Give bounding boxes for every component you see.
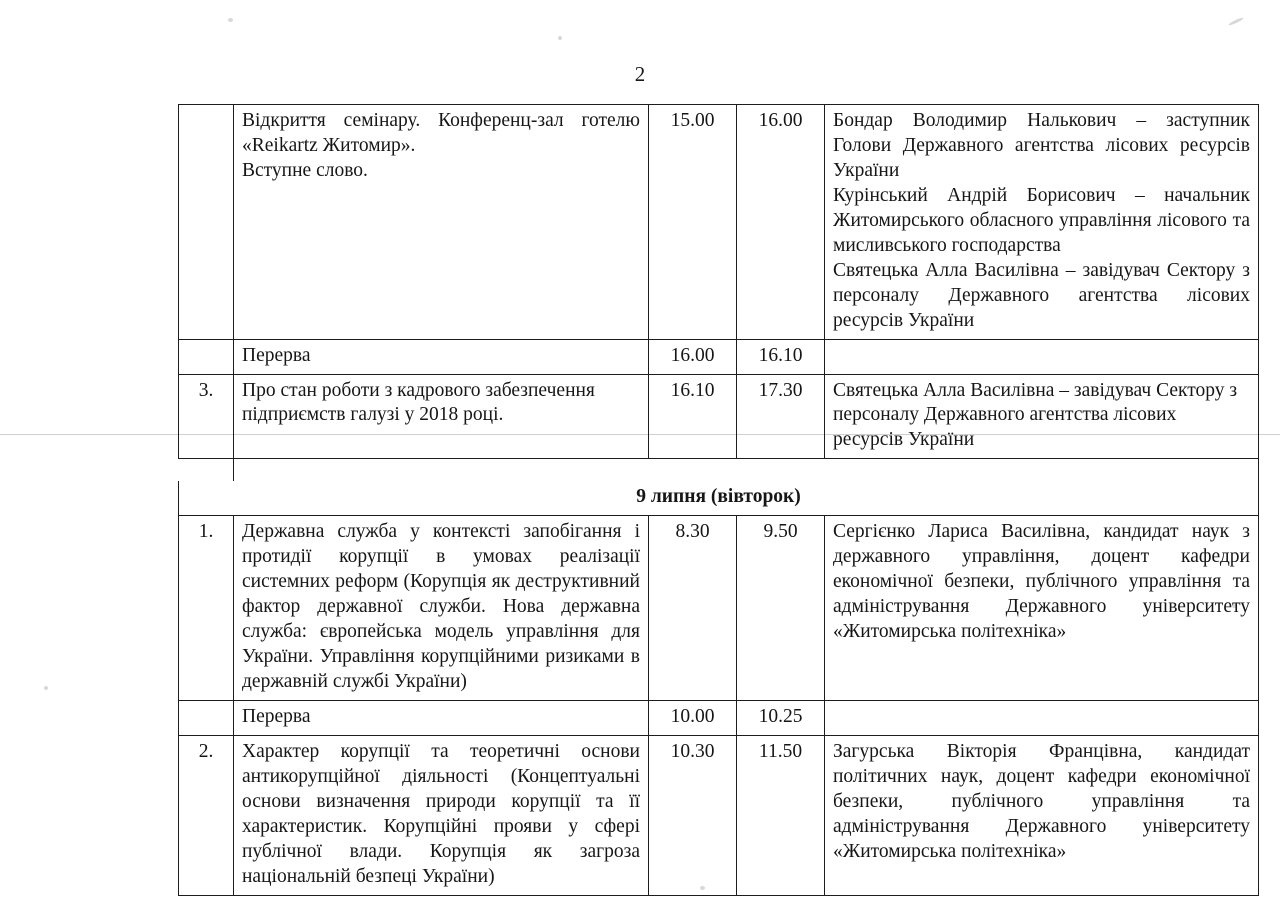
row-person-line: Бондар Володимир Налькович – заступник Голови Державного агентства лісових ресурсів України bbox=[833, 110, 1250, 181]
row-number: 3. bbox=[179, 374, 234, 459]
row-person bbox=[825, 339, 1259, 374]
row-time-from: 16.10 bbox=[649, 374, 737, 459]
table-row bbox=[179, 516, 1259, 701]
row-person bbox=[825, 105, 1259, 340]
row-topic-line: Відкриття семінару. Конференц-зал готелю «Reikartz Житомир». bbox=[242, 110, 640, 156]
table-row bbox=[179, 105, 1259, 340]
row-topic: Характер корупції та теоретичні основи антикорупційної діяльності (Концептуальні основи визначення природи корупції та її характеристик. Корупційні прояви у сфері публічної влади. Корупція як загроза національній безпеці України) bbox=[234, 735, 649, 895]
scan-speck bbox=[228, 18, 233, 22]
row-number bbox=[179, 701, 234, 736]
row-person-line: Святецька Алла Василівна – завідувач Сектору з персоналу Державного агентства лісових ресурсів України bbox=[833, 259, 1250, 331]
table-row bbox=[179, 735, 1259, 895]
row-person: Загурська Вікторія Францівна, кандидат політичних наук, доцент кафедри економічної безпеки, публічного управління та адміністрування Державного університету «Житомирська політехніка» bbox=[825, 735, 1259, 895]
table-row bbox=[179, 339, 1259, 374]
section-gap-cell bbox=[234, 459, 1259, 482]
row-topic: Державна служба у контексті запобігання і протидії корупції в умовах реалізації системних реформ (Корупція як деструктивний фактор державної служби. Нова державна служба: європейська модель управління для України. Управління корупційними ризиками в державній службі України) bbox=[234, 516, 649, 701]
row-time-to: 11.50 bbox=[737, 735, 825, 895]
row-time-to: 10.25 bbox=[737, 701, 825, 736]
row-time-to: 17.30 bbox=[737, 374, 825, 459]
row-time-from: 16.00 bbox=[649, 339, 737, 374]
section-gap-cell bbox=[179, 459, 234, 482]
row-person bbox=[825, 701, 1259, 736]
row-time-from: 10.00 bbox=[649, 701, 737, 736]
row-time-from: 15.00 bbox=[649, 105, 737, 340]
row-time-to: 16.10 bbox=[737, 339, 825, 374]
table-row bbox=[179, 374, 1259, 459]
row-time-from: 10.30 bbox=[649, 735, 737, 895]
row-topic: Перерва bbox=[234, 339, 649, 374]
page-number: 2 bbox=[634, 62, 646, 86]
row-topic bbox=[234, 374, 649, 459]
row-time-from: 8.30 bbox=[649, 516, 737, 701]
row-time-to: 16.00 bbox=[737, 105, 825, 340]
row-person: Сергієнко Лариса Василівна, кандидат наук з державного управління, доцент кафедри економічної безпеки, публічного управління та адміністрування Державного університету «Житомирська політехніка» bbox=[825, 516, 1259, 701]
scan-speck bbox=[44, 686, 48, 690]
row-topic: Перерва bbox=[234, 701, 649, 736]
day-header-label: 9 липня (вівторок) bbox=[179, 481, 1259, 515]
section-gap-row bbox=[179, 459, 1259, 482]
row-topic bbox=[234, 105, 649, 340]
schedule-table bbox=[178, 104, 1259, 896]
row-topic-line: Про стан роботи з кадрового забезпечення bbox=[242, 379, 595, 401]
day-header-row bbox=[179, 481, 1259, 515]
row-time-to: 9.50 bbox=[737, 516, 825, 701]
row-person-line: Курінський Андрій Борисович – начальник Житомирського обласного управління лісового та мисливського господарства bbox=[833, 184, 1250, 256]
scan-speck bbox=[558, 36, 562, 40]
row-number: 1. bbox=[179, 516, 234, 701]
scan-speck bbox=[1228, 17, 1244, 26]
row-number bbox=[179, 339, 234, 374]
row-number: 2. bbox=[179, 735, 234, 895]
row-person: Святецька Алла Василівна – завідувач Сектору з персоналу Державного агентства лісових ресурсів України bbox=[825, 374, 1259, 459]
row-number bbox=[179, 105, 234, 340]
row-topic-line: Вступне слово. bbox=[242, 159, 368, 181]
table-row bbox=[179, 701, 1259, 736]
row-topic-line: підприємств галузі у 2018 році. bbox=[242, 404, 504, 426]
